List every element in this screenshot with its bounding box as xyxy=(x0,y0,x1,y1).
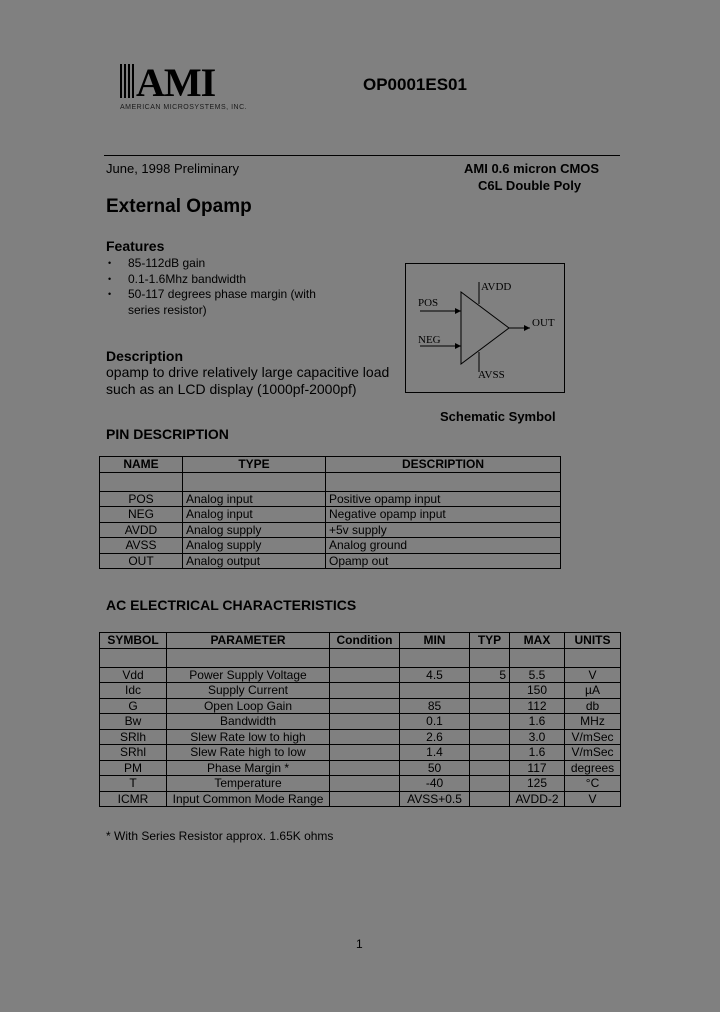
max-cell: 150 xyxy=(510,683,565,699)
description-heading: Description xyxy=(106,348,184,364)
symbol-cell: SRlh xyxy=(100,729,167,745)
typ-cell xyxy=(470,791,510,807)
column-header: NAME xyxy=(100,457,183,473)
condition-cell xyxy=(330,667,400,683)
min-cell: 50 xyxy=(400,760,470,776)
feature-item: • 85-112dB gain xyxy=(106,256,346,272)
table-header-row xyxy=(100,633,621,649)
table-row xyxy=(100,683,621,699)
pin-type: Analog input xyxy=(183,507,326,523)
features-heading: Features xyxy=(106,238,165,254)
column-header: MAX xyxy=(510,633,565,649)
schem-label-neg: NEG xyxy=(418,334,441,346)
pin-desc: Negative opamp input xyxy=(326,507,561,523)
min-cell: 85 xyxy=(400,698,470,714)
column-header: SYMBOL xyxy=(100,633,167,649)
feature-item: • 50-117 degrees phase margin (with series resistor) xyxy=(106,287,346,318)
condition-cell xyxy=(330,791,400,807)
column-header: MIN xyxy=(400,633,470,649)
pin-name: POS xyxy=(100,491,183,507)
company-full-name: AMERICAN MICROSYSTEMS, INC. xyxy=(120,104,248,111)
parameter-cell: Temperature xyxy=(167,776,330,792)
pin-desc: Analog ground xyxy=(326,538,561,554)
pin-type: Analog supply xyxy=(183,538,326,554)
units-cell: MHz xyxy=(565,714,621,730)
footnote: * With Series Resistor approx. 1.65K ohms xyxy=(106,829,334,843)
table-spacer-row xyxy=(100,648,621,667)
condition-cell xyxy=(330,776,400,792)
parameter-cell: Phase Margin * xyxy=(167,760,330,776)
units-cell: V/mSec xyxy=(565,729,621,745)
units-cell: degrees xyxy=(565,760,621,776)
column-header: Condition xyxy=(330,633,400,649)
table-row xyxy=(100,538,561,554)
table-row xyxy=(100,698,621,714)
schematic-caption: Schematic Symbol xyxy=(440,409,556,424)
units-cell: °C xyxy=(565,776,621,792)
parameter-cell: Power Supply Voltage xyxy=(167,667,330,683)
parameter-cell: Open Loop Gain xyxy=(167,698,330,714)
units-cell: V/mSec xyxy=(565,745,621,761)
parameter-cell: Supply Current xyxy=(167,683,330,699)
table-row xyxy=(100,776,621,792)
pin-description-table xyxy=(99,456,561,569)
column-header: TYPE xyxy=(183,457,326,473)
symbol-cell: Vdd xyxy=(100,667,167,683)
min-cell: AVSS+0.5 xyxy=(400,791,470,807)
typ-cell xyxy=(470,776,510,792)
condition-cell xyxy=(330,760,400,776)
feature-item: • 0.1-1.6Mhz bandwidth xyxy=(106,272,346,288)
table-row xyxy=(100,714,621,730)
table-row xyxy=(100,507,561,523)
features-list xyxy=(106,256,346,318)
column-header: TYP xyxy=(470,633,510,649)
max-cell: 1.6 xyxy=(510,745,565,761)
document-id: OP0001ES01 xyxy=(363,75,467,94)
symbol-cell: Bw xyxy=(100,714,167,730)
parameter-cell: Slew Rate high to low xyxy=(167,745,330,761)
max-cell: 1.6 xyxy=(510,714,565,730)
table-row xyxy=(100,491,561,507)
symbol-cell: T xyxy=(100,776,167,792)
ac-characteristics-table xyxy=(99,632,621,807)
table-row xyxy=(100,745,621,761)
document-date: June, 1998 Preliminary xyxy=(106,161,239,176)
process-line-1: AMI 0.6 micron CMOS xyxy=(464,161,600,176)
process-line-2: C6L Double Poly xyxy=(478,178,582,193)
pin-type: Analog output xyxy=(183,553,326,569)
max-cell: 112 xyxy=(510,698,565,714)
symbol-cell: Idc xyxy=(100,683,167,699)
typ-cell xyxy=(470,714,510,730)
pin-name: AVDD xyxy=(100,522,183,538)
pin-desc: Positive opamp input xyxy=(326,491,561,507)
units-cell: µA xyxy=(565,683,621,699)
column-header: DESCRIPTION xyxy=(326,457,561,473)
max-cell: 3.0 xyxy=(510,729,565,745)
units-cell: V xyxy=(565,791,621,807)
units-cell: V xyxy=(565,667,621,683)
pin-type: Analog input xyxy=(183,491,326,507)
table-spacer-row xyxy=(100,472,561,491)
min-cell: 2.6 xyxy=(400,729,470,745)
table-row xyxy=(100,729,621,745)
parameter-cell: Slew Rate low to high xyxy=(167,729,330,745)
parameter-cell: Bandwidth xyxy=(167,714,330,730)
table-row xyxy=(100,760,621,776)
condition-cell xyxy=(330,683,400,699)
symbol-cell: PM xyxy=(100,760,167,776)
min-cell: 4.5 xyxy=(400,667,470,683)
column-header: UNITS xyxy=(565,633,621,649)
max-cell: 125 xyxy=(510,776,565,792)
symbol-cell: ICMR xyxy=(100,791,167,807)
max-cell: 5.5 xyxy=(510,667,565,683)
min-cell: 1.4 xyxy=(400,745,470,761)
schem-label-out: OUT xyxy=(532,317,555,329)
min-cell: -40 xyxy=(400,776,470,792)
symbol-cell: G xyxy=(100,698,167,714)
schem-label-pos: POS xyxy=(418,297,439,309)
column-header: PARAMETER xyxy=(167,633,330,649)
table-row xyxy=(100,553,561,569)
page-title: External Opamp xyxy=(106,196,252,217)
pin-type: Analog supply xyxy=(183,522,326,538)
typ-cell: 5 xyxy=(470,667,510,683)
max-cell: AVDD-2 xyxy=(510,791,565,807)
schem-label-avss: AVSS xyxy=(478,369,505,381)
condition-cell xyxy=(330,714,400,730)
schem-label-avdd: AVDD xyxy=(481,281,512,293)
schematic-box xyxy=(405,263,565,393)
header-divider xyxy=(104,155,620,156)
table-row xyxy=(100,791,621,807)
table-row xyxy=(100,667,621,683)
page-number: 1 xyxy=(356,937,363,951)
description-text: opamp to drive relatively large capacitive load such as an LCD display (1000pf-2000pf) xyxy=(106,364,390,397)
parameter-cell: Input Common Mode Range xyxy=(167,791,330,807)
ami-logo xyxy=(118,62,230,100)
pin-description-heading: PIN DESCRIPTION xyxy=(106,426,229,442)
table-row xyxy=(100,522,561,538)
typ-cell xyxy=(470,760,510,776)
condition-cell xyxy=(330,729,400,745)
typ-cell xyxy=(470,745,510,761)
opamp-symbol-icon xyxy=(406,264,564,392)
ac-characteristics-heading: AC ELECTRICAL CHARACTERISTICS xyxy=(106,597,357,613)
typ-cell xyxy=(470,729,510,745)
table-header-row xyxy=(100,457,561,473)
pin-name: AVSS xyxy=(100,538,183,554)
typ-cell xyxy=(470,683,510,699)
logo-wordmark: AMI xyxy=(136,62,216,100)
max-cell: 117 xyxy=(510,760,565,776)
condition-cell xyxy=(330,698,400,714)
pin-name: NEG xyxy=(100,507,183,523)
condition-cell xyxy=(330,745,400,761)
min-cell xyxy=(400,683,470,699)
symbol-cell: SRhl xyxy=(100,745,167,761)
pin-name: OUT xyxy=(100,553,183,569)
typ-cell xyxy=(470,698,510,714)
min-cell: 0.1 xyxy=(400,714,470,730)
units-cell: db xyxy=(565,698,621,714)
pin-desc: Opamp out xyxy=(326,553,561,569)
pin-desc: +5v supply xyxy=(326,522,561,538)
